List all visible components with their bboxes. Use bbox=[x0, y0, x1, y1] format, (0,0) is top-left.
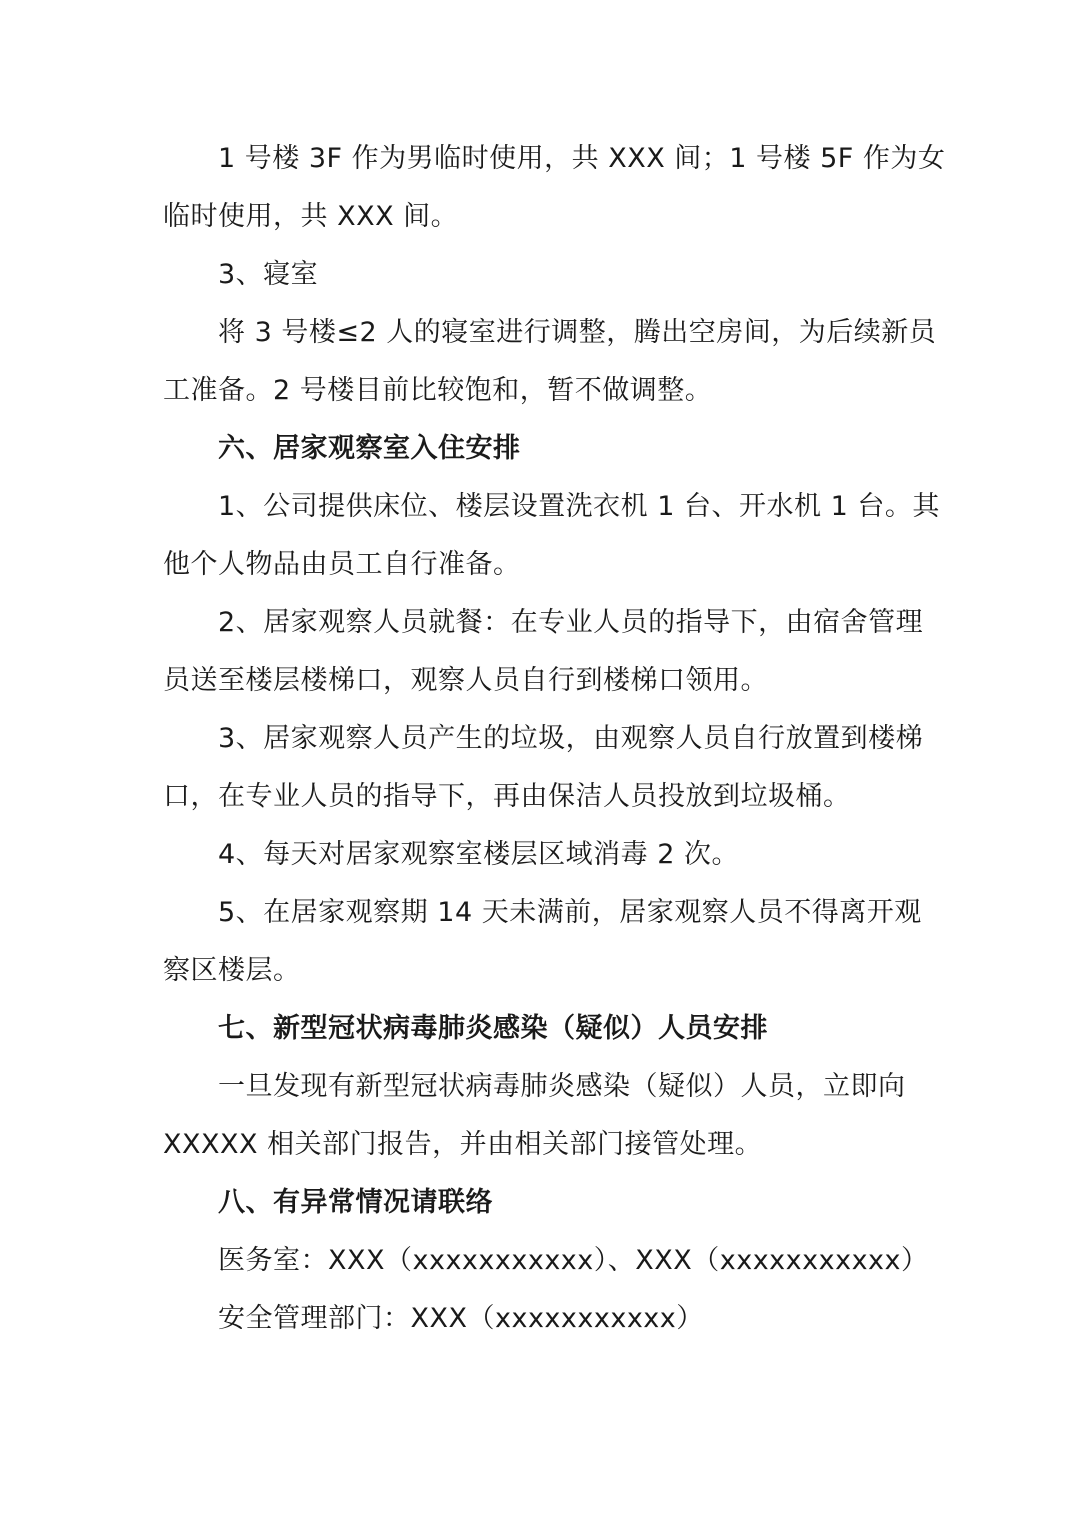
body-line: 4、每天对居家观察室楼层区域消毒 2 次。 bbox=[218, 839, 740, 870]
body-line: 工准备。2 号楼目前比较饱和，暂不做调整。 bbox=[163, 375, 713, 406]
body-line: 员送至楼层楼梯口，观察人员自行到楼梯口领用。 bbox=[163, 665, 768, 696]
body-line: 他个人物品由员工自行准备。 bbox=[163, 549, 521, 580]
body-line: 1 号楼 3F 作为男临时使用，共 XXX 间；1 号楼 5F 作为女 bbox=[218, 143, 946, 174]
body-line: 3、居家观察人员产生的垃圾，由观察人员自行放置到楼梯 bbox=[218, 723, 924, 754]
body-line: 临时使用，共 XXX 间。 bbox=[163, 201, 459, 232]
body-line: XXXXX 相关部门报告，并由相关部门接管处理。 bbox=[163, 1129, 763, 1160]
section-heading: 七、新型冠状病毒肺炎感染（疑似）人员安排 bbox=[218, 1013, 768, 1044]
section-heading: 六、居家观察室入住安排 bbox=[218, 433, 521, 464]
body-line: 2、居家观察人员就餐：在专业人员的指导下，由宿舍管理 bbox=[218, 607, 924, 638]
contact-line: 医务室：XXX（xxxxxxxxxxx）、XXX（xxxxxxxxxxx） bbox=[218, 1245, 929, 1276]
body-line: 口，在专业人员的指导下，再由保洁人员投放到垃圾桶。 bbox=[163, 781, 851, 812]
body-line: 察区楼层。 bbox=[163, 955, 301, 986]
body-line: 将 3 号楼≤2 人的寝室进行调整，腾出空房间，为后续新员 bbox=[218, 317, 937, 348]
body-line: 5、在居家观察期 14 天未满前，居家观察人员不得离开观 bbox=[218, 897, 922, 928]
body-line: 一旦发现有新型冠状病毒肺炎感染（疑似）人员，立即向 bbox=[218, 1071, 906, 1102]
document-body bbox=[163, 130, 946, 1348]
body-line: 1、公司提供床位、楼层设置洗衣机 1 台、开水机 1 台。其 bbox=[218, 491, 940, 522]
contact-line: 安全管理部门：XXX（xxxxxxxxxxx） bbox=[218, 1303, 704, 1334]
subsection-title: 3、寝室 bbox=[218, 259, 319, 290]
section-heading: 八、有异常情况请联络 bbox=[218, 1187, 493, 1218]
